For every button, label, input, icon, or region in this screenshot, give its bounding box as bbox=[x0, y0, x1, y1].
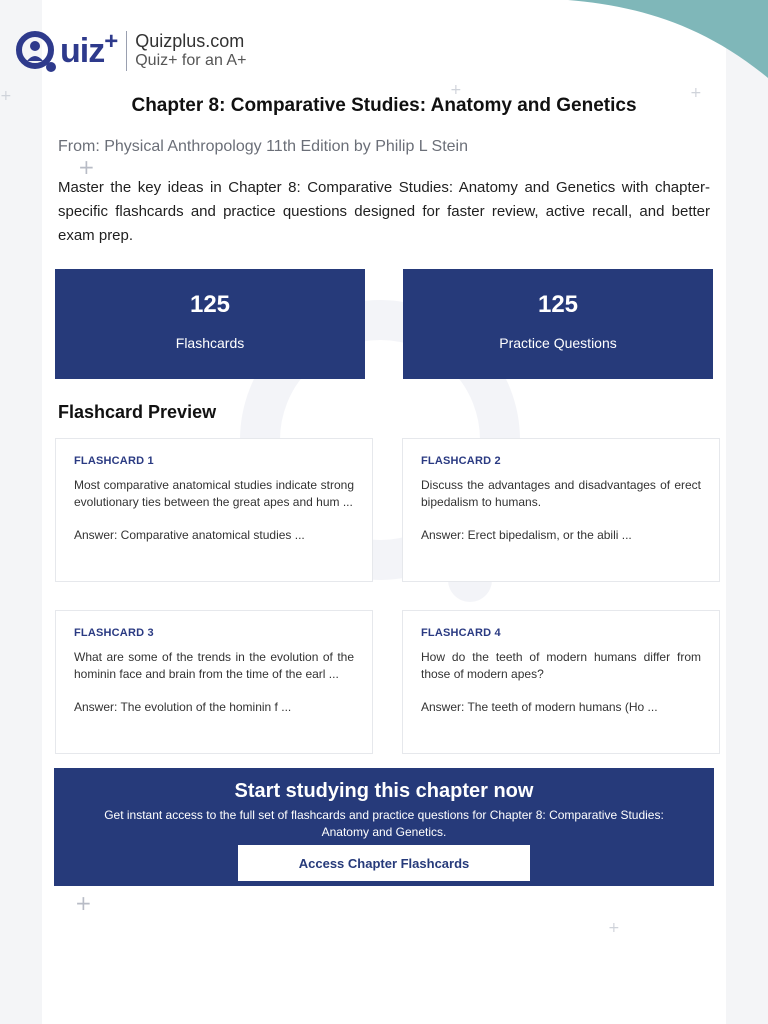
corner-wave-decoration bbox=[568, 0, 768, 80]
logo-plus: + bbox=[104, 28, 119, 55]
logo-text bbox=[135, 31, 246, 71]
flashcard-question: Discuss the advantages and disadvantages of erect bipedalism to humans. bbox=[421, 478, 701, 509]
cta-banner bbox=[54, 768, 714, 886]
quizplus-logo[interactable] bbox=[14, 24, 246, 78]
flashcard-question: Most comparative anatomical studies indicate strong evolutionary ties between the great apes and hum ... bbox=[74, 478, 354, 509]
page-title: Chapter 8: Comparative Studies: Anatomy and Genetics bbox=[131, 95, 637, 116]
flashcard-question: How do the teeth of modern humans differ from those of modern apes? bbox=[421, 650, 701, 681]
decor-plus: + bbox=[78, 155, 95, 179]
decor-plus: + bbox=[450, 82, 462, 98]
stat-label: Practice Questions bbox=[499, 335, 617, 351]
flashcard-card[interactable] bbox=[55, 610, 373, 754]
flashcard-label: FLASHCARD 2 bbox=[421, 455, 501, 467]
source-line: From: Physical Anthropology 11th Edition by Philip L Stein bbox=[58, 138, 468, 155]
access-flashcards-button[interactable]: Access Chapter Flashcards bbox=[238, 845, 530, 881]
logo-tagline: Quiz+ for an A+ bbox=[135, 52, 247, 69]
flashcard-question: What are some of the trends in the evolution of the hominin face and brain from the time of the earl ... bbox=[74, 650, 354, 681]
decor-plus: + bbox=[690, 85, 702, 101]
stat-practice-questions[interactable] bbox=[403, 269, 713, 379]
stat-value: 125 bbox=[537, 291, 579, 318]
flashcard-card[interactable] bbox=[402, 438, 720, 582]
decor-plus: + bbox=[608, 920, 620, 936]
decor-plus: + bbox=[0, 88, 12, 104]
cta-subtext: Get instant access to the full set of flashcards and practice questions for Chapter 8: Comparative Studies: Anatomy and Genetics. bbox=[104, 808, 664, 839]
stat-value: 125 bbox=[189, 291, 231, 318]
logo-divider bbox=[126, 31, 127, 71]
decor-plus: + bbox=[75, 891, 92, 915]
flashcard-card[interactable] bbox=[55, 438, 373, 582]
flashcard-label: FLASHCARD 1 bbox=[74, 455, 154, 467]
flashcard-answer: Answer: Comparative anatomical studies ... bbox=[74, 528, 305, 542]
flashcard-answer: Answer: The teeth of modern humans (Ho ... bbox=[421, 700, 658, 714]
cta-heading: Start studying this chapter now bbox=[234, 780, 534, 802]
stat-flashcards[interactable] bbox=[55, 269, 365, 379]
logo-site: Quizplus.com bbox=[135, 31, 245, 51]
flashcard-label: FLASHCARD 4 bbox=[421, 627, 501, 639]
flashcard-label: FLASHCARD 3 bbox=[74, 627, 154, 639]
flashcard-answer: Answer: Erect bipedalism, or the abili ... bbox=[421, 528, 632, 542]
flashcard-card[interactable] bbox=[402, 610, 720, 754]
stat-label: Flashcards bbox=[175, 335, 245, 351]
logo-word: uiz bbox=[60, 32, 105, 70]
logo-q-icon bbox=[14, 29, 58, 73]
section-heading: Flashcard Preview bbox=[58, 402, 217, 422]
flashcard-answer: Answer: The evolution of the hominin f ... bbox=[74, 700, 292, 714]
intro-paragraph: Master the key ideas in Chapter 8: Comparative Studies: Anatomy and Genetics with chapter-specific flashcards and practice questions designed for faster review, active recall, and better exam prep. bbox=[58, 179, 710, 244]
